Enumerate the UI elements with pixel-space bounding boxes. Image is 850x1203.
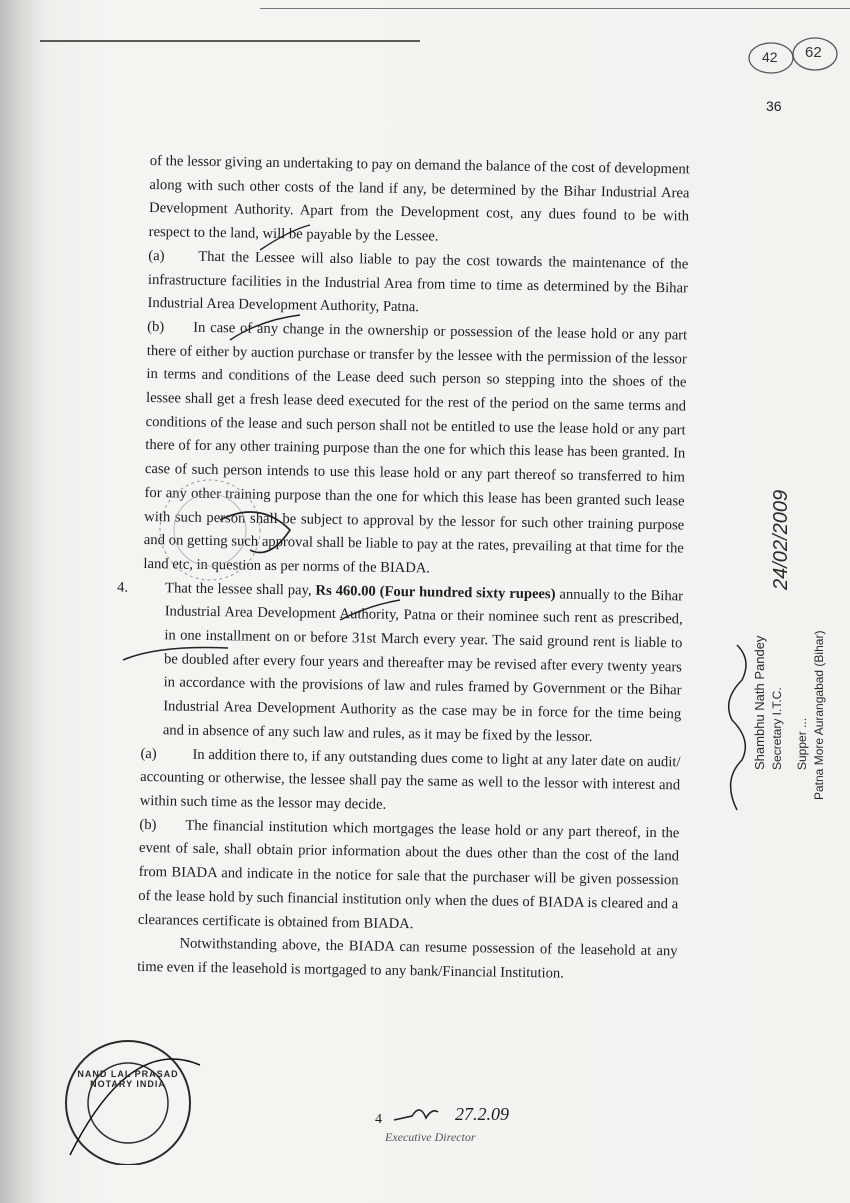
clause-text: That the Lessee will also liable to pay the cost towards the maintenance of the infrastructure facilities in the Industrial Area from time to time as determined by the Bihar Industrial Area Development Authority, Patna. bbox=[147, 248, 689, 316]
page-mark-circles bbox=[745, 36, 845, 76]
clause-label: (a) bbox=[148, 247, 165, 265]
notary-seal-icon bbox=[50, 1025, 210, 1165]
clause-4b bbox=[138, 814, 680, 941]
clause-text: annually to the Bihar Industrial Area Development Authority, Patna or their nominee such rent as prescribed, in one installment on or before 31st March every year. The said ground rent is liable to be doubled after every four years and thereafter may be revised after every twenty years in accordance with the provisions of law and rules framed by Government or the Bihar Industrial Area Development Authority as the case may be in force for the time being and in absence of any such law and rules, as it may be fixed by the lessor. bbox=[162, 586, 684, 745]
margin-line3: Supper ... bbox=[795, 717, 809, 770]
pen-underline-icon bbox=[118, 640, 238, 670]
circle-marks-icon bbox=[745, 36, 845, 76]
page-mark-1: 42 bbox=[762, 49, 778, 65]
clause-label: (b) bbox=[139, 816, 157, 833]
clause-text: In case of any change in the ownership or possession of the lease hold or any part there of either by auction purchase or transfer by the lessee with the permission of the lessor in terms and conditions of the Lease deed such person so stepping into the shoes of the lessee shall get a fresh lease deed executed for the rest of the period on the same terms and conditions of the lease and such person shall not be entitled to use the lease hold or any part there of for any other training purpose than the one for which this lease has been granted. In case of such person intends to use this lease hold or any part thereof so transferred to him for any other training purpose than the one for which this lease has been granted such lease with such person shall be subject to approval by the lessor for such other training purpose and on getting such approval shall be liable to pay at the rates, prevailing at that time for the land etc, in question as per norms of the BIADA. bbox=[143, 319, 688, 577]
clause-text: In addition there to, if any outstanding dues come to light at any later date on audit/ accounting or otherwise, the lessee shall pay the same as well to the lessor with interest and within such time as the lessor may decide. bbox=[139, 746, 681, 813]
margin-date: 24/02/2009 bbox=[770, 489, 792, 590]
scan-edge-line bbox=[260, 8, 850, 9]
pen-marks-icon bbox=[170, 220, 730, 680]
notary-text: NAND LAL PRASAD NOTARY INDIA bbox=[77, 1069, 179, 1089]
margin-line4: Patna More Aurangabad (Bihar) bbox=[812, 630, 826, 800]
margin-signature-icon bbox=[712, 640, 762, 820]
signature-date: 27.2.09 bbox=[455, 1104, 509, 1124]
scan-edge-line bbox=[40, 40, 420, 42]
page-number: 36 bbox=[766, 98, 782, 114]
designation: Executive Director bbox=[385, 1130, 476, 1144]
clause-label: (b) bbox=[147, 318, 165, 336]
clause-4a bbox=[140, 743, 681, 823]
paragraph-continuation: of the lessor giving an undertaking to pay on demand the balance of the cost of development along with such other costs of the land if any, be determined by the Bihar Industrial Area Development Authority. Apart from the Development cost, any dues found to be with respect to the land, will be payable by the Lessee. bbox=[148, 152, 690, 245]
clause-number: 4. bbox=[117, 579, 129, 596]
footer-page-digit: 4 bbox=[375, 1112, 382, 1127]
clause-text: That the lessee shall pay, bbox=[164, 579, 316, 599]
clause-text: The financial institution which mortgages the lease hold or any part thereof, in the event of sale, shall obtain prior information about the dues other than the cost of the land from BIADA and indicate in the notice for sale that the purchaser will be given possession of the lease hold by such financial institution only when the dues of BIADA is cleared and a clearances certificate is obtained from BIADA. bbox=[137, 817, 680, 932]
clause-label: (a) bbox=[140, 745, 157, 762]
notary-stamp bbox=[50, 1025, 210, 1165]
page-mark-2: 62 bbox=[805, 44, 822, 61]
rent-amount: Rs 460.00 (Four hundred sixty rupees) bbox=[315, 582, 556, 603]
signature-mark-icon bbox=[392, 1098, 442, 1128]
margin-name: Shambhu Nath Pandey bbox=[752, 635, 767, 770]
margin-line2: Secretary I.T.C. bbox=[770, 687, 784, 770]
final-paragraph: Notwithstanding above, the BIADA can resume possession of the leasehold at any time even if the leasehold is mortgaged to any bank/Financial Institution. bbox=[137, 935, 678, 982]
